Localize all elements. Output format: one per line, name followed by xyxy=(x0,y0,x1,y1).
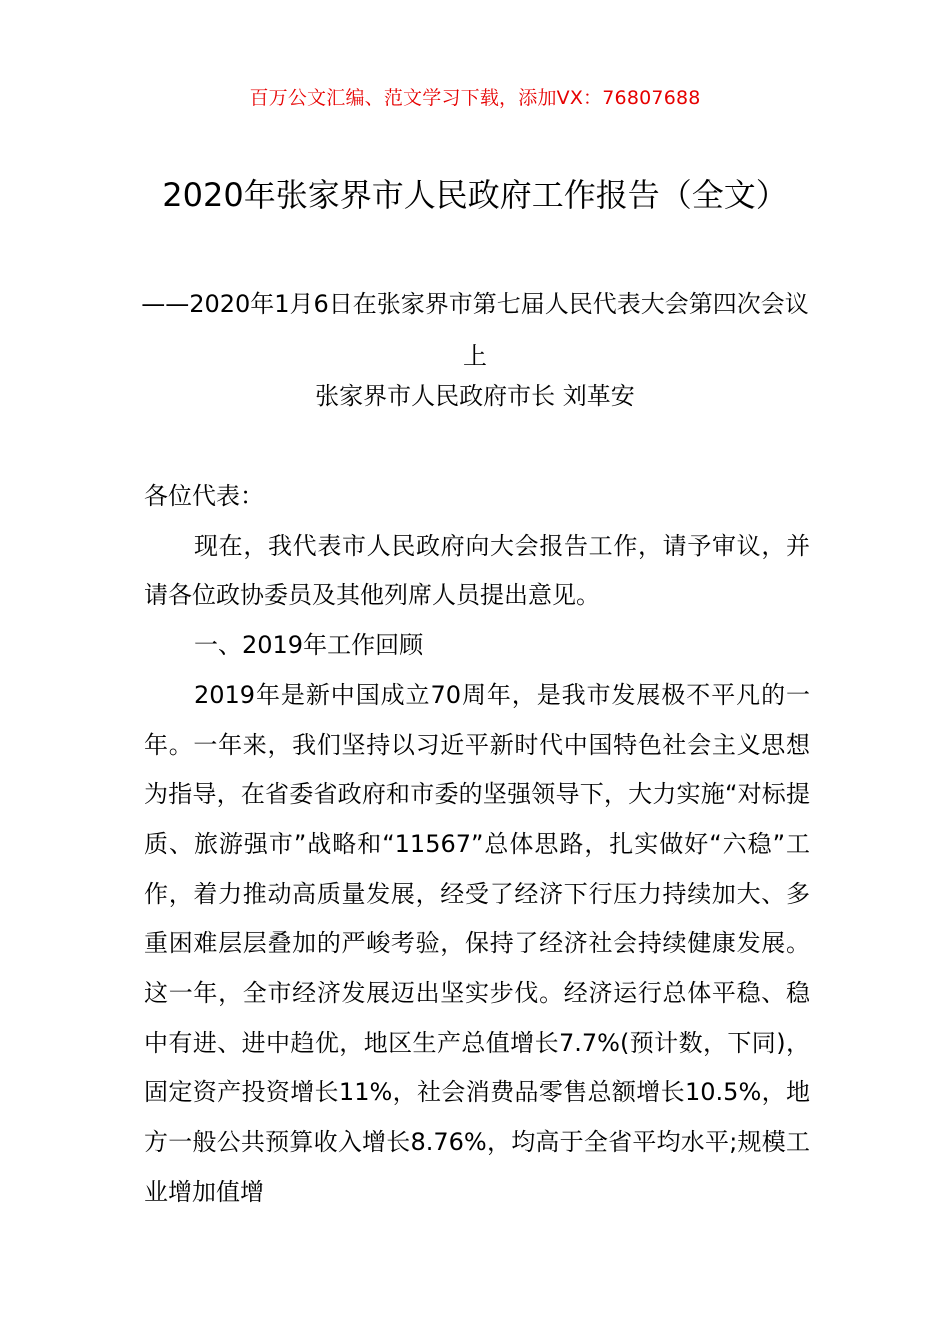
paragraph-review: 2019年是新中国成立70周年，是我市发展极不平凡的一年。一年来，我们坚持以习近平新时代中国特色社会主义思想为指导，在省委省政府和市委的坚强领导下，大力实施“对标提质、旅游强市”战略和“11567”总体思路，扎实做好“六稳”工作，着力推动高质量发展，经受了经济下行压力持续加大、多重困难层层叠加的严峻考验，保持了经济社会持续健康发展。这一年，全市经济发展迈出坚实步伐。经济运行总体平稳、稳中有进、进中趋优，地区生产总值增长7.7%(预计数，下同)，固定资产投资增长11%，社会消费品零售总额增长10.5%，地方一般公共预算收入增长8.76%，均高于全省平均水平;规模工业增加值增 xyxy=(144,680,810,1206)
section-heading: 一、2019年工作回顾 xyxy=(194,631,424,660)
document-title: 2020年张家界市人民政府工作报告（全文） xyxy=(162,176,788,214)
paragraph-intro: 现在，我代表市人民政府向大会报告工作，请予审议，并请各位政协委员及其他列席人员提出意见。 xyxy=(144,531,810,610)
document-author: 张家界市人民政府市长 刘革安 xyxy=(315,382,635,410)
watermark-header: 百万公文汇编、范文学习下载，添加VX：76807688 xyxy=(249,87,701,109)
document-subtitle: ——2020年1月6日在张家界市第七届人民代表大会第四次会议上 xyxy=(141,290,809,370)
salutation: 各位代表： xyxy=(144,482,264,510)
document-body xyxy=(144,472,810,1218)
